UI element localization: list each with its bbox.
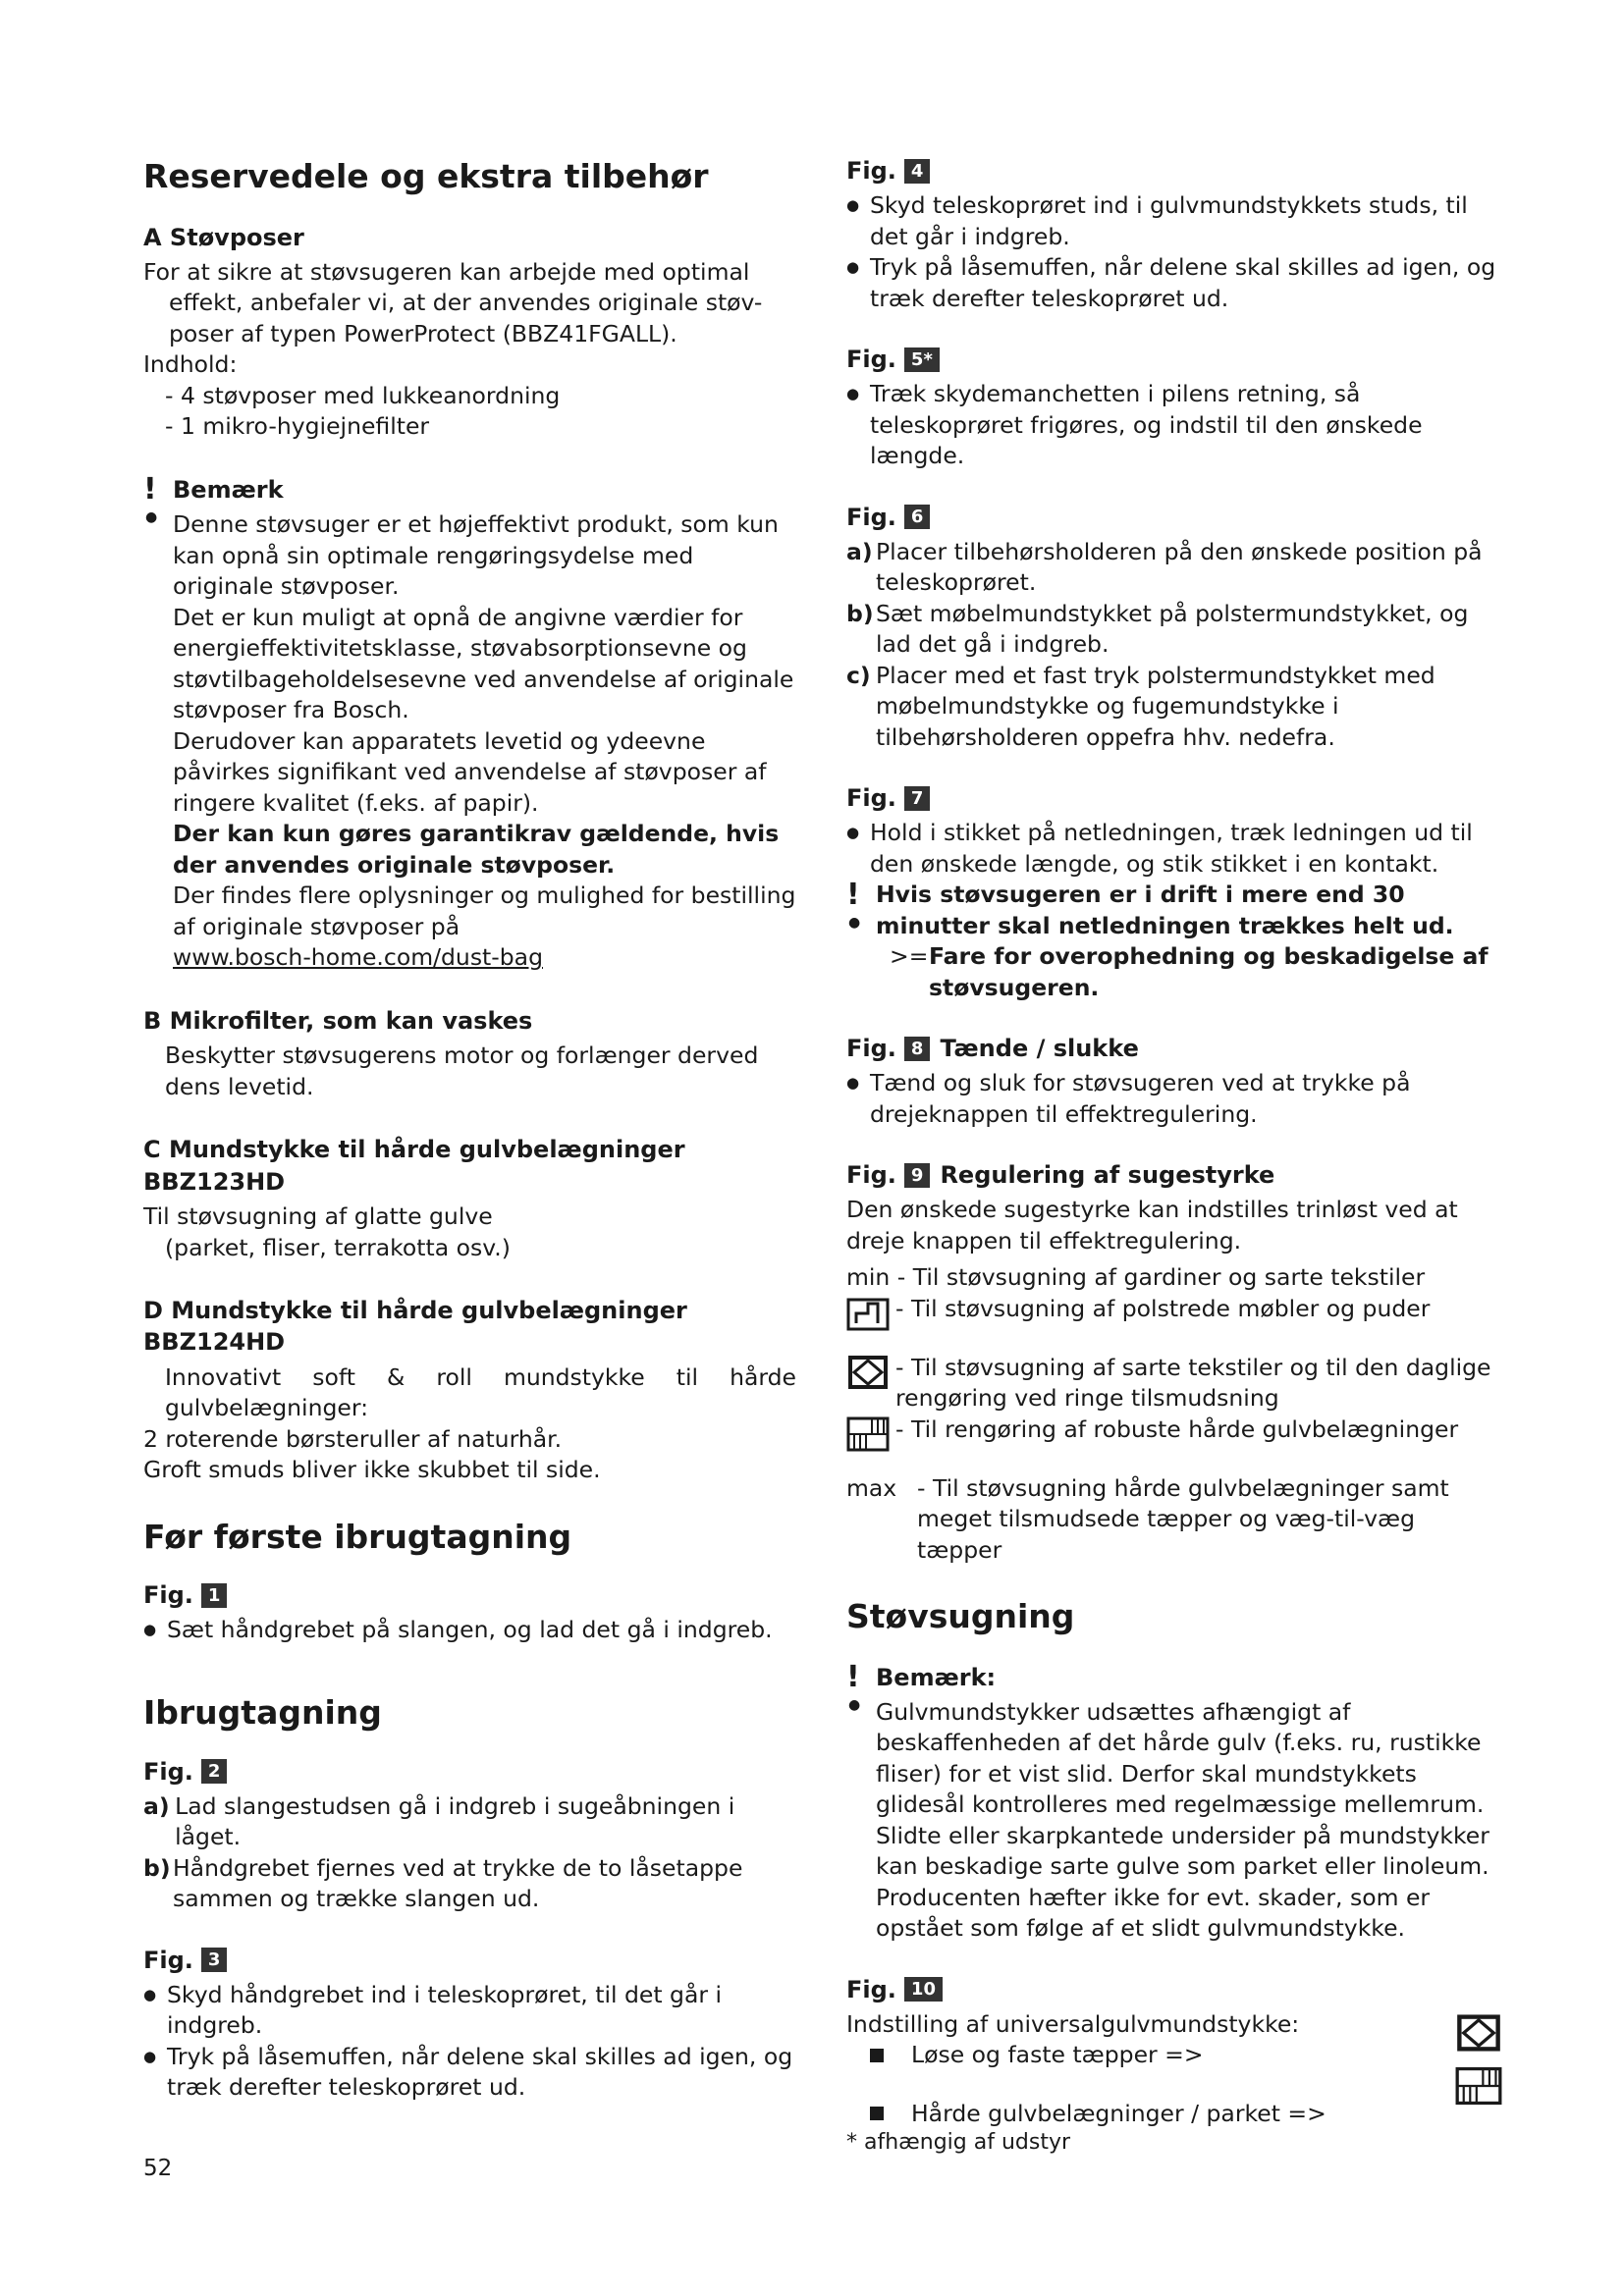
heading-use: Ibrugtagning (143, 1692, 382, 1732)
fig-7-text: ● Hold i stikket på netledningen, træk ledningen ud til den ønskede længde, og stik stikket i en kontakt. (846, 818, 1502, 880)
section-d-text: Innovativt soft & roll mundstykke til hårde gulvbelægninger: (165, 1362, 796, 1422)
section-c-text: (parket, fliser, terrakotta osv.) (165, 1233, 511, 1261)
right-column (846, 157, 1502, 2129)
fig-6-label: Fig. 6 (846, 504, 1502, 531)
fig-5-label: Fig. 5* (846, 346, 1502, 373)
section-a-text: For at sikre at støvsugeren kan arbejde med optimal effekt, anbefaler vi, at der anvendes originale støv-poser af typen PowerProtect (BBZ41FGALL). (143, 257, 763, 347)
fig-3-label: Fig. 3 (143, 1947, 796, 1974)
fig-3-text: ● Skyd håndgrebet ind i teleskoprøret, til det går i indgreb. (143, 1980, 796, 2042)
fig-number-badge: 4 (904, 159, 931, 184)
section-a-item: - 1 mikro-hygiejnefilter (165, 412, 430, 441)
fig-6-step-c: c) Placer med et fast tryk polstermundstykket med møbelmundstykke og fugemundstykke i tilbehørsholderen oppefra hhv. nedefra. (846, 661, 1435, 751)
fig-2-label: Fig. 2 (143, 1758, 796, 1786)
fig-9-label: Fig. 9 Regulering af sugestyrke (846, 1161, 1275, 1189)
parquet-icon (1455, 2064, 1502, 2108)
parquet-icon (846, 1415, 890, 1454)
note-box (846, 1659, 1502, 1945)
fig-7-danger: >= Fare for overophedning og beskadigelse af støvsugeren. (890, 942, 1489, 1001)
note-text: Denne støvsuger er et højeffektivt produkt, som kun kan opnå sin optimale rengøringsydelse med originale støvposer. (173, 510, 779, 601)
note-text: Gulvmundstykker udsættes afhængigt af beskaffenheden af det hårde gulv (f.eks. ru, rustikke fliser) for et vist slid. Derfor skal mundstykkets glidesål kontrolleres med regelmæssige mellemrum. Slidte eller skarpkantede undersider på mundstykker kan beskadige sarte gulve som parket eller linoleum. Producenten hæfter ikke for evt. skader, som er opstået som følge af et slidt gulvmundstykke. (876, 1697, 1489, 1943)
exclamation-icon: ! (846, 878, 860, 912)
fig-1-text: ● Sæt håndgrebet på slangen, og lad det gå i indgreb. (143, 1615, 796, 1646)
fig-number-badge: 7 (904, 786, 931, 811)
suction-level-hardfloor: - Til rengøring af robuste hårde gulvbelægninger (846, 1415, 1502, 1454)
section-c-title: C Mundstykke til hårde gulvbelægninger BBZ123HD (143, 1136, 685, 1196)
suction-level-delicate: - Til støvsugning af sarte tekstiler og til den daglige rengøring ved ringe tilsmudsning (846, 1353, 1502, 1415)
fig-number-badge: 10 (904, 1977, 943, 2002)
footnote: * afhængig af udstyr (846, 2130, 1071, 2155)
section-a-content: Indhold: (143, 350, 238, 379)
carpet-icon (1455, 2011, 1502, 2055)
fig-10-label: Fig. 10 (846, 1976, 1502, 2003)
heading-vacuuming: Støvsugning (846, 1597, 1075, 1635)
fig-7-label: Fig. 7 (846, 784, 1502, 812)
suction-min: min - Til støvsugning af gardiner og sarte tekstiler (846, 1263, 1426, 1291)
note-title: Bemærk: (876, 1663, 997, 1691)
fig-8-label: Fig. 8 Tænde / slukke (846, 1035, 1139, 1062)
fig-4-text: ● Skyd teleskoprøret ind i gulvmundstykkets studs, til det går i indgreb. (846, 190, 1502, 252)
fig-3-text: ● Tryk på låsemuffen, når delene skal skilles ad igen, og træk derefter teleskoprøret ud. (143, 2042, 796, 2104)
note-warranty: Der kan kun gøres garantikrav gældende, hvis der anvendes originale støvposer. (173, 820, 780, 879)
section-c-text: Til støvsugning af glatte gulve (143, 1202, 493, 1231)
fig-2-step-a: a) Lad slangestudsen gå i indgreb i sugeåbningen i låget. (143, 1791, 735, 1851)
fig-6-step-b: b) Sæt møbelmundstykket på polstermundstykket, og lad det gå i indgreb. (846, 599, 1469, 658)
note-text: Det er kun muligt at opnå de angivne værdier for energieffektivitetsklasse, støvabsorptionsevne og støvtilbageholdelsesevne ved anvendelse af originale støvposer fra Bosch. (173, 603, 794, 724)
exclamation-icon: ! (143, 471, 157, 507)
heading-first-use: Før første ibrugtagning (143, 1517, 572, 1556)
fig-1-label: Fig. 1 (143, 1581, 796, 1609)
fig-number-badge: 1 (201, 1583, 228, 1608)
section-a-title: A Støvposer (143, 223, 304, 251)
section-d-title: D Mundstykke til hårde gulvbelægninger BBZ124HD (143, 1297, 687, 1357)
bullet-dot-icon: ● (848, 915, 861, 931)
bosch-link[interactable]: www.bosch-home.com/dust-bag (173, 943, 543, 972)
section-d-text: Groft smuds bliver ikke skubbet til side. (143, 1456, 601, 1484)
suction-level-upholstery: - Til støvsugning af polstrede møbler og puder (846, 1294, 1502, 1333)
note-title: Bemærk (173, 475, 284, 504)
fig-number-badge: 6 (904, 505, 931, 529)
section-b-text: Beskytter støvsugerens motor og forlænger derved dens levetid. (165, 1041, 759, 1100)
section-d-text: 2 roterende børsteruller af naturhår. (143, 1424, 563, 1453)
fig-4-label: Fig. 4 (846, 157, 1502, 185)
bullet-dot-icon: ● (848, 1696, 861, 1713)
left-column (143, 157, 796, 2104)
armchair-icon (846, 1294, 890, 1333)
fig-number-badge: 5* (904, 347, 940, 372)
heading-spare-parts: Reservedele og ekstra tilbehør (143, 157, 709, 195)
fig-number-badge: 8 (904, 1037, 931, 1061)
fig-5-text: ● Træk skydemanchetten i pilens retning, så teleskoprøret frigøres, og indstil til den ønskede længde. (846, 379, 1502, 472)
exclamation-icon: ! (846, 1659, 860, 1694)
fig-7-warning: ! ● Hvis støvsugeren er i drift i mere end 30 minutter skal netledningen trækkes helt ud. >= Fare for overophedning og beskadigelse af støvsugeren. (846, 880, 1502, 1003)
carpet-icon (846, 1353, 890, 1392)
section-b-title: B Mikrofilter, som kan vaskes (143, 1006, 533, 1035)
note-text: Der findes flere oplysninger og mulighed for bestilling af originale støvposer på (173, 881, 796, 940)
fig-number-badge: 9 (904, 1163, 931, 1188)
suction-max: max - Til støvsugning hårde gulvbelægninger samt meget tilsmudsede tæpper og væg-til-væg tæpper (846, 1473, 1449, 1564)
fig-number-badge: 2 (201, 1759, 228, 1784)
fig-10-item-hardfloor: Hårde gulvbelægninger / parket => (846, 2099, 1502, 2130)
note-text: Derudover kan apparatets levetid og ydeevne påvirkes signifikant ved anvendelse af støvposer af ringere kvalitet (f.eks. af papir). (173, 726, 767, 817)
page-number: 52 (143, 2156, 173, 2181)
fig-10-text: Indstilling af universalgulvmundstykke: (846, 2009, 1300, 2038)
fig-number-badge: 3 (201, 1948, 228, 1972)
fig-6-step-a: a) Placer tilbehørsholderen på den ønskede position på teleskoprøret. (846, 537, 1483, 596)
fig-8-text: ● Tænd og sluk for støvsugeren ved at trykke på drejeknappen til effektregulering. (846, 1068, 1502, 1130)
fig-4-text: ● Tryk på låsemuffen, når delene skal skilles ad igen, og træk derefter teleskoprøret ud. (846, 252, 1502, 314)
note-box (143, 471, 796, 974)
bullet-dot-icon: ● (145, 508, 158, 525)
section-a-item: - 4 støvposer med lukkeanordning (165, 381, 561, 409)
fig-9-text: Den ønskede sugestyrke kan indstilles trinløst ved at dreje knappen til effektregulering. (846, 1196, 1458, 1255)
fig-10-item-carpet: Løse og faste tæpper => (846, 2040, 1502, 2071)
fig-2-step-b: b) Håndgrebet fjernes ved at trykke de to låsetappe sammen og trække slangen ud. (143, 1853, 743, 1913)
